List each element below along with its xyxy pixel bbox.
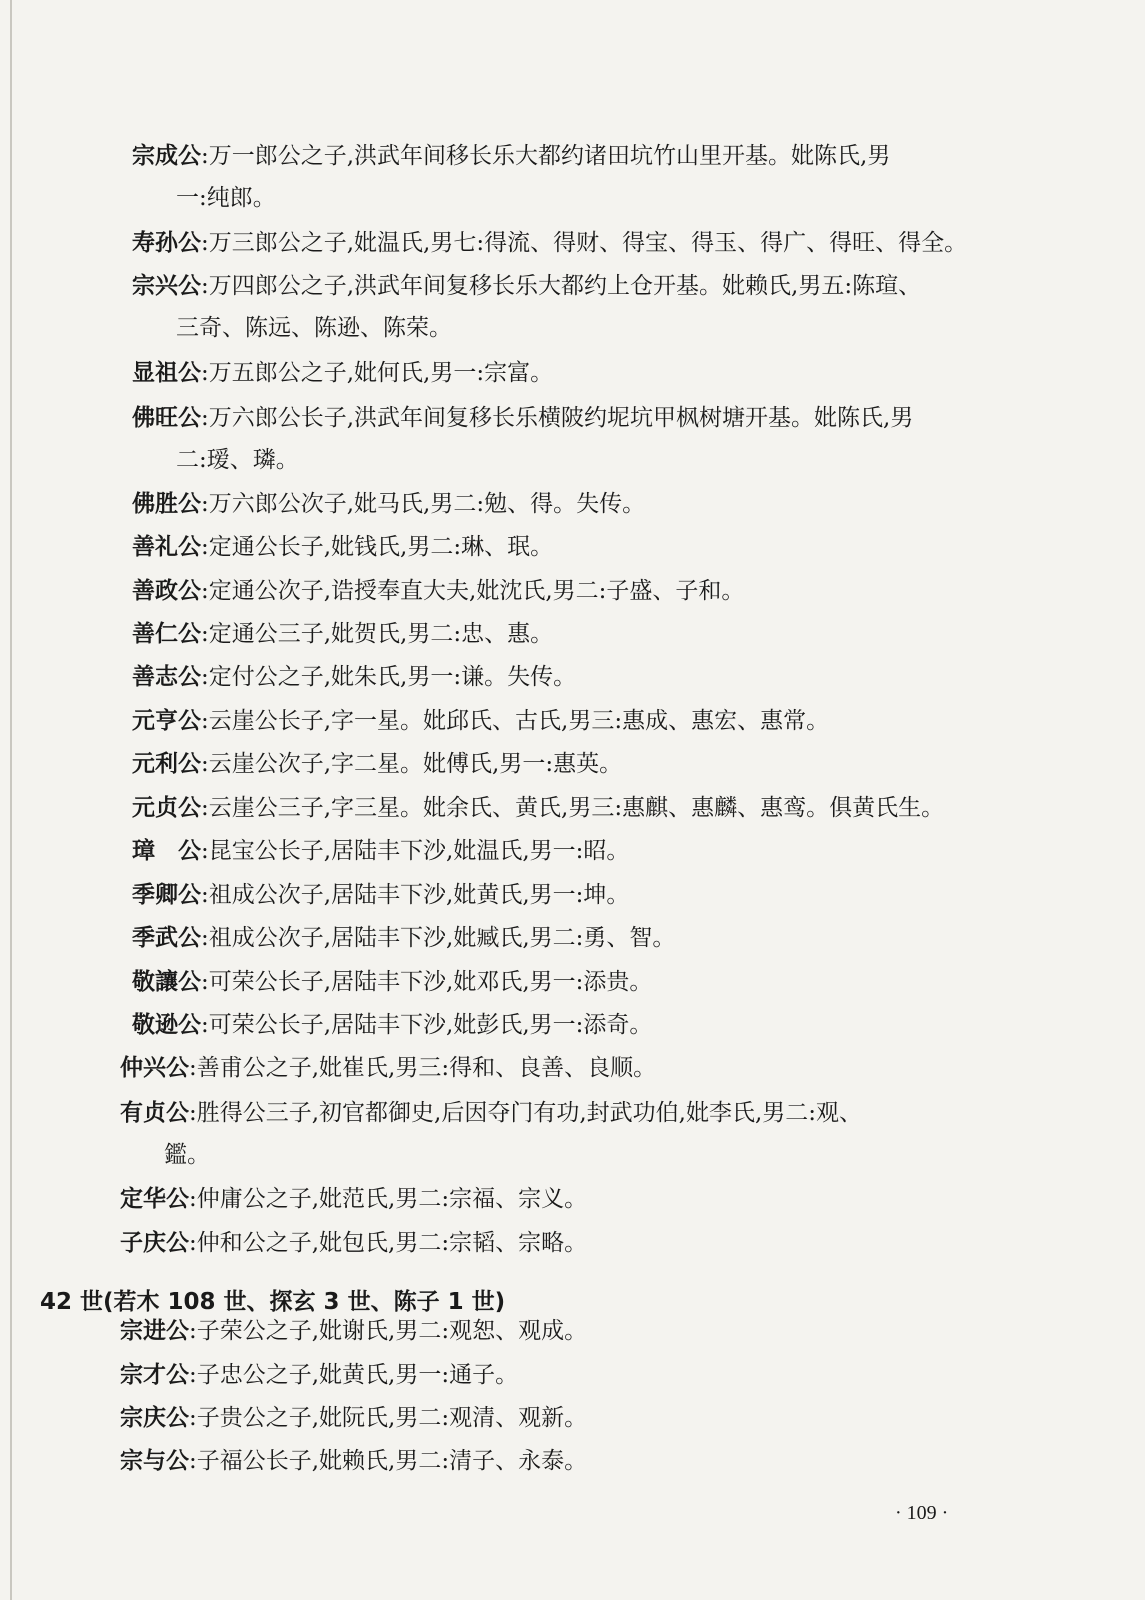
entry-name: 仲兴公 [120, 1055, 189, 1081]
entry-zongcai [120, 1354, 1030, 1396]
entry-name: 季卿公 [132, 882, 201, 908]
entry-name: 元利公 [132, 751, 201, 777]
entry-text: :定付公之子,妣朱氏,男一:谦。失传。 [201, 664, 577, 690]
entry-text: :胜得公三子,初官都御史,后因夺门有功,封武功伯,妣李氏,男二:观、 [189, 1100, 863, 1126]
entry-text: :仲和公之子,妣包氏,男二:宗韬、宗略。 [189, 1230, 588, 1256]
entry-name: 元亨公 [132, 708, 201, 734]
entry-name: 元贞公 [132, 795, 201, 821]
entry-zongyu [120, 1440, 1030, 1482]
entry-text: :万六郎公长子,洪武年间复移长乐横陂约坭坑甲枫树塘开基。妣陈氏,男 [201, 405, 914, 431]
entry-text: :子荣公之子,妣谢氏,男二:观恕、观成。 [189, 1318, 588, 1344]
entry-name: 季武公 [132, 925, 201, 951]
entry-name: 子庆公 [120, 1230, 189, 1256]
entry-dinghua [120, 1178, 1030, 1220]
entry-ziqing [120, 1222, 1030, 1264]
entry-text: :云崖公次子,字二星。妣傅氏,男一:惠英。 [201, 751, 623, 777]
entry-name: 善政公 [132, 578, 201, 604]
generation-heading: 42 世(若木 108 世、探玄 3 世、陈子 1 世) [40, 1289, 506, 1315]
entry-name: 佛旺公 [132, 405, 201, 431]
entry-zongqing [120, 1397, 1030, 1439]
entry-yuanheng [132, 700, 1042, 742]
entry-text: :万四郎公之子,洪武年间复移长乐大都约上仓开基。妣赖氏,男五:陈瑄、 [201, 273, 922, 299]
entry-text: :祖成公次子,居陆丰下沙,妣黄氏,男一:坤。 [201, 882, 630, 908]
entry-text: :子贵公之子,妣阮氏,男二:观清、观新。 [189, 1405, 588, 1431]
entry-name: 宗庆公 [120, 1405, 189, 1431]
entry-name: 善礼公 [132, 534, 201, 560]
entry-text: :可荣公长子,居陆丰下沙,妣彭氏,男一:添奇。 [201, 1012, 653, 1038]
entry-text: :祖成公次子,居陆丰下沙,妣臧氏,男二:勇、智。 [201, 925, 676, 951]
entry-name: 璋 公 [132, 838, 201, 864]
entry-text: :云崖公三子,字三星。妣余氏、黄氏,男三:惠麒、惠麟、惠鸾。俱黄氏生。 [201, 795, 945, 821]
entry-name: 敬讓公 [132, 969, 201, 995]
entry-xianzu [132, 352, 1042, 394]
entry-jingrang [132, 961, 1042, 1003]
entry-text: :定通公次子,诰授奉直大夫,妣沈氏,男二:子盛、子和。 [201, 578, 745, 604]
entry-zhang [132, 830, 1042, 872]
entry-youzhen [120, 1092, 1030, 1176]
entry-shanli [132, 526, 1042, 568]
entry-yuanzhen [132, 787, 1042, 829]
entry-shanzheng [132, 570, 1042, 612]
entry-text: :云崖公长子,字一星。妣邱氏、古氏,男三:惠成、惠宏、惠常。 [201, 708, 830, 734]
entry-name: 宗才公 [120, 1362, 189, 1388]
entry-text-continued: 二:瑷、璘。 [176, 447, 299, 473]
entry-zongcheng [132, 135, 1042, 219]
entry-name: 寿孙公 [132, 230, 201, 256]
entry-text: :万五郎公之子,妣何氏,男一:宗富。 [201, 360, 554, 386]
entry-name: 宗成公 [132, 143, 201, 169]
entry-fosheng [132, 483, 1042, 525]
entry-text: :子福公长子,妣赖氏,男二:清子、永泰。 [189, 1448, 588, 1474]
entry-text: :万一郎公之子,洪武年间移长乐大都约诸田坑竹山里开基。妣陈氏,男 [201, 143, 891, 169]
entry-jiwu [132, 917, 1042, 959]
entry-name: 宗与公 [120, 1448, 189, 1474]
entry-text: :定通公长子,妣钱氏,男二:琳、珉。 [201, 534, 554, 560]
entry-shanzhi [132, 656, 1042, 698]
entry-text: :可荣公长子,居陆丰下沙,妣邓氏,男一:添贵。 [201, 969, 653, 995]
entry-jiqing [132, 874, 1042, 916]
entry-text-continued: 三奇、陈远、陈逊、陈荣。 [176, 315, 452, 341]
entry-name: 宗兴公 [132, 273, 201, 299]
entry-text: :万六郎公次子,妣马氏,男二:勉、得。失传。 [201, 491, 646, 517]
entry-text: :仲庸公之子,妣范氏,男二:宗福、宗义。 [189, 1186, 588, 1212]
entry-text-continued: 鑑。 [164, 1142, 210, 1168]
entry-name: 佛胜公 [132, 491, 201, 517]
entry-text: :定通公三子,妣贺氏,男二:忠、惠。 [201, 621, 554, 647]
entry-shanren [132, 613, 1042, 655]
entry-name: 定华公 [120, 1186, 189, 1212]
page-number: · 109 · [895, 1502, 949, 1524]
entry-fowang [132, 397, 1042, 481]
entry-name: 敬逊公 [132, 1012, 201, 1038]
entry-text: :善甫公之子,妣崔氏,男三:得和、良善、良顺。 [189, 1055, 657, 1081]
entry-yuanli [132, 743, 1042, 785]
entry-text-continued: 一:纯郎。 [176, 185, 276, 211]
entry-name: 有贞公 [120, 1100, 189, 1126]
entry-name: 显祖公 [132, 360, 201, 386]
entry-name: 善仁公 [132, 621, 201, 647]
entry-text: :昆宝公长子,居陆丰下沙,妣温氏,男一:昭。 [201, 838, 630, 864]
entry-name: 善志公 [132, 664, 201, 690]
entry-text: :万三郎公之子,妣温氏,男七:得流、得财、得宝、得玉、得广、得旺、得全。 [201, 230, 968, 256]
entry-zhongxing [120, 1047, 1030, 1089]
entry-shousun [132, 222, 1042, 264]
entry-name: 宗进公 [120, 1318, 189, 1344]
entry-text: :子忠公之子,妣黄氏,男一:通子。 [189, 1362, 519, 1388]
entry-jingxun [132, 1004, 1042, 1046]
entry-zongjin [120, 1310, 1030, 1352]
entry-zongxing [132, 265, 1042, 349]
